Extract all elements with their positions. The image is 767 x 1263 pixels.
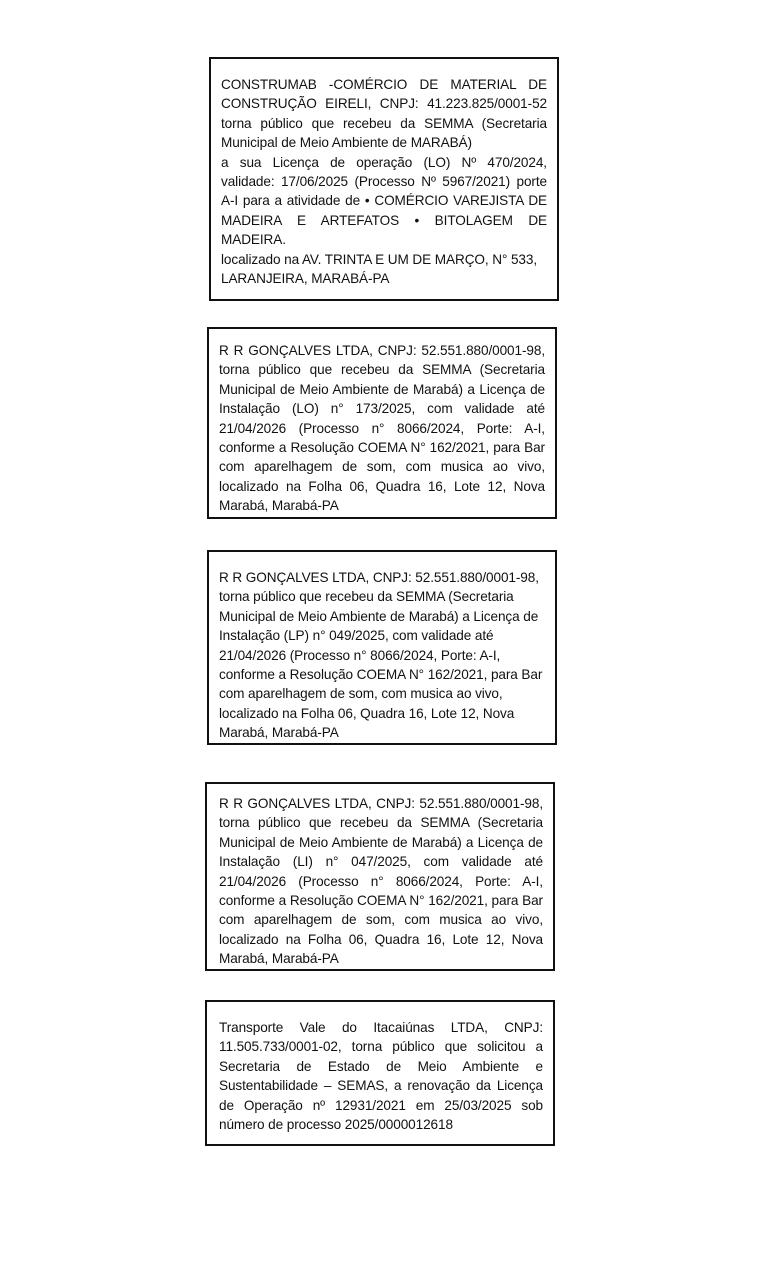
notice-paragraph: a sua Licença de operação (LO) Nº 470/2024, validade: 17/06/2025 (Processo Nº 5967/2021) porte A-I para a atividade de • COMÉRCIO VAREJISTA DE MADEIRA E ARTEFATOS • BITOLAGEM DE MADEIRA. xyxy=(221,154,547,248)
notice-paragraph: localizado na AV. TRINTA E UM DE MARÇO, N° 533, LARANJEIRA, MARABÁ-PA xyxy=(221,251,538,287)
notice-paragraph: Transporte Vale do Itacaiúnas LTDA, CNPJ: 11.505.733/0001-02, torna público que solicitou a Secretaria de Estado de Meio Ambiente e Sustentabilidade – SEMAS, a renovação da Licença de Operação nº 12931/2021 em 25/03/2025 sob número de processo 2025/0000012618 xyxy=(219,1020,543,1133)
notice-paragraph: R R GONÇALVES LTDA, CNPJ: 52.551.880/0001-98, torna público que recebeu da SEMMA (Secretaria Municipal de Meio Ambiente de Marabá) a Licença de Instalação (LP) n° 049/2025, com validade até 21/04/2026 (Processo n° 8066/2024, Porte: A-I, conforme a Resolução COEMA N° 162/2021, para Bar com aparelhagem de som, com musica ao vivo, localizado na Folha 06, Quadra 16, Lote 12, Nova Marabá, Marabá-PA xyxy=(219,570,543,741)
notice-transporte-vale-semas xyxy=(205,1000,555,1146)
notice-paragraph: CONSTRUMAB -COMÉRCIO DE MATERIAL DE CONSTRUÇÃO EIRELI, CNPJ: 41.223.825/0001-52 torna público que recebeu da SEMMA (Secretaria Municipal de Meio Ambiente de MARABÁ) xyxy=(221,77,547,151)
notice-paragraph: R R GONÇALVES LTDA, CNPJ: 52.551.880/0001-98, torna público que recebeu da SEMMA (Secretaria Municipal de Meio Ambiente de Marabá) a Licença de Instalação (LI) n° 047/2025, com validade até 21/04/2026 (Processo n° 8066/2024, Porte: A-I, conforme a Resolução COEMA N° 162/2021, para Bar com aparelhagem de som, com musica ao vivo, localizado na Folha 06, Quadra 16, Lote 12, Nova Marabá, Marabá-PA xyxy=(219,796,543,967)
notice-paragraph: R R GONÇALVES LTDA, CNPJ: 52.551.880/0001-98, torna público que recebeu da SEMMA (Secretaria Municipal de Meio Ambiente de Marabá) a Licença de Instalação (LO) n° 173/2025, com validade até 21/04/2026 (Processo n° 8066/2024, Porte: A-I, conforme a Resolução COEMA N° 162/2021, para Bar com aparelhagem de som, com musica ao vivo, localizado na Folha 06, Quadra 16, Lote 12, Nova Marabá, Marabá-PA xyxy=(219,343,545,514)
notice-rr-goncalves-li xyxy=(205,782,555,971)
notice-rr-goncalves-lo xyxy=(207,327,557,519)
notice-construmab-lo xyxy=(209,57,559,301)
notice-rr-goncalves-lp xyxy=(207,550,557,745)
